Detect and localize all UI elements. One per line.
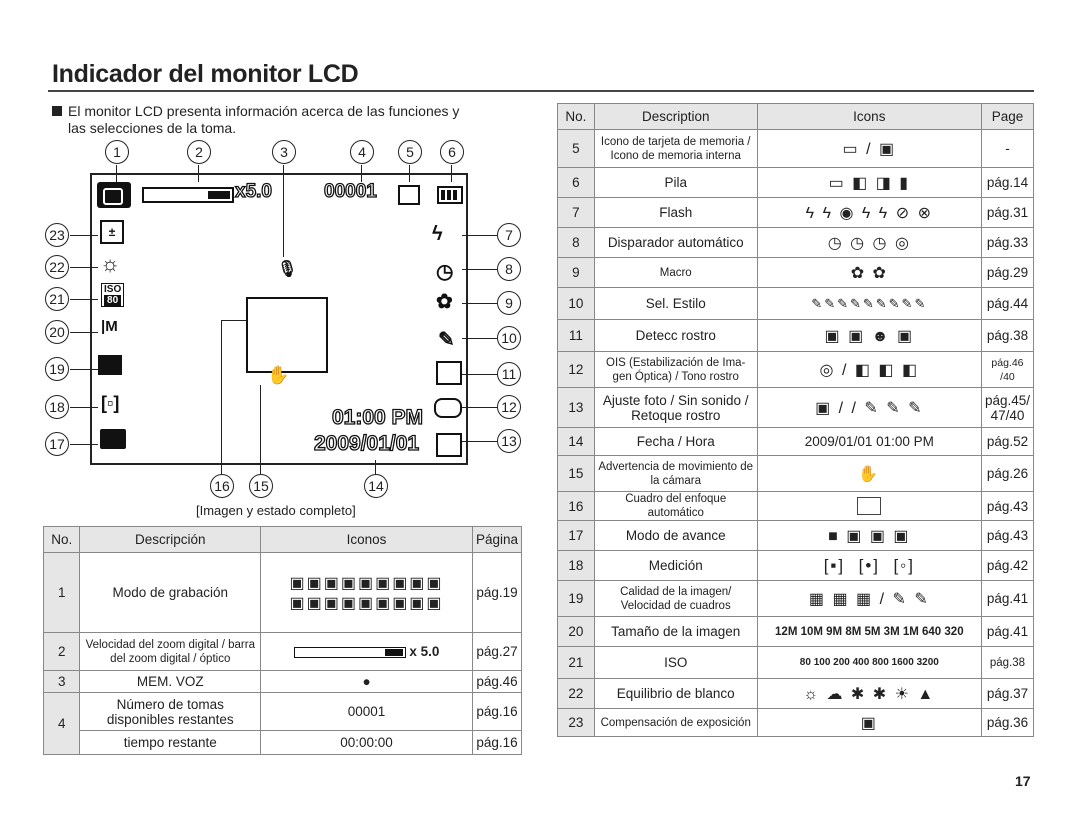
row-page: pág.38 (981, 320, 1033, 352)
row-no: 6 (558, 168, 595, 198)
row-desc: Modo de avance (594, 521, 757, 551)
photo-style-icons: ✎✎✎✎✎✎✎✎✎ (757, 288, 981, 320)
row-desc: Velocidad del zoom digital / barra del zoom digital / óptico (80, 633, 261, 671)
zoom-value: x5.0 (235, 181, 272, 202)
page-number: 17 (1015, 773, 1031, 789)
row-icons: 00001 (261, 693, 473, 731)
col-header-descripcion: Descripción (80, 527, 261, 553)
camera-mode-icon (97, 182, 131, 208)
iso-icons: 80 100 200 400 800 1600 3200 (757, 647, 981, 679)
row-page: pág.41 (981, 617, 1033, 647)
leader-line (462, 269, 497, 270)
bullet-square-icon (52, 106, 62, 116)
row-page: pág.43 (981, 521, 1033, 551)
row-desc: Detecc rostro (594, 320, 757, 352)
leader-line (462, 338, 497, 339)
battery-icons: ▭ ◧ ◨ ▮ (757, 168, 981, 198)
table-row (44, 553, 522, 633)
right-indicator-table (557, 103, 1034, 737)
callout-4: 4 (350, 140, 374, 164)
table-row (44, 671, 522, 693)
page-title: Indicador del monitor LCD (52, 60, 359, 88)
iso-icon (101, 283, 124, 307)
leader-line (70, 369, 98, 370)
table-row (558, 581, 1034, 617)
lcd-screen (90, 173, 468, 465)
flash-icons: ϟ ϟ ◉ ϟ ϟ ⊘ ⊗ (757, 198, 981, 228)
row-desc: Advertencia de movimiento de la cámara (594, 456, 757, 492)
row-desc: Calidad de la imagen/ Velocidad de cuadros (594, 581, 757, 617)
callout-11: 11 (497, 362, 521, 386)
ois-icons: ◎ / ◧ ◧ ◧ (757, 352, 981, 388)
row-page: pág.37 (981, 679, 1033, 709)
row-no: 5 (558, 130, 595, 168)
callout-18: 18 (45, 395, 69, 419)
row-no: 14 (558, 428, 595, 456)
intro-line-1: El monitor LCD presenta información acerca de las funciones y (68, 103, 460, 119)
leader-line (462, 441, 497, 442)
row-icons: 00:00:00 (261, 731, 473, 755)
row-icons-separator: / (866, 140, 873, 158)
row-page: pág.44 (981, 288, 1033, 320)
callout-12: 12 (497, 395, 521, 419)
leader-line (462, 374, 497, 375)
row-no: 21 (558, 647, 595, 679)
callout-21: 21 (45, 287, 69, 311)
row-desc: Sel. Estilo (594, 288, 757, 320)
col-header-no: No. (558, 104, 595, 130)
row-page: pág.16 (472, 693, 521, 731)
leader-line (462, 407, 497, 408)
row-desc: ISO (594, 647, 757, 679)
shots-remaining: 00001 (324, 181, 377, 202)
table-row (558, 709, 1034, 737)
shake-warning-icon: ✋ (757, 456, 981, 492)
diagram-caption: [Imagen y estado completo] (196, 503, 356, 518)
intro-line-2: las selecciones de la toma. (68, 120, 237, 136)
row-no: 15 (558, 456, 595, 492)
row-no: 10 (558, 288, 595, 320)
iso-value: 80 (104, 295, 121, 306)
col-header-iconos: Iconos (261, 527, 473, 553)
row-no: 23 (558, 709, 595, 737)
callout-5: 5 (398, 140, 422, 164)
row-no: 20 (558, 617, 595, 647)
flash-icon: ϟ (432, 223, 443, 245)
row-no: 19 (558, 581, 595, 617)
row-no: 11 (558, 320, 595, 352)
row-page: pág.36 (981, 709, 1033, 737)
row-no: 9 (558, 258, 595, 288)
row-desc: Flash (594, 198, 757, 228)
row-page: pág.42 (981, 551, 1033, 581)
row-page: pág.16 (472, 731, 521, 755)
ois-icon (434, 398, 462, 418)
microphone-icon: 🎙 (277, 261, 298, 278)
photo-style-icon: ✎ (438, 329, 455, 351)
row-no: 2 (44, 633, 80, 671)
callout-16: 16 (210, 474, 234, 498)
image-size-icons: 12M 10M 9M 8M 5M 3M 1M 640 320 (757, 617, 981, 647)
row-desc: tiempo restante (80, 731, 261, 755)
microphone-icon: ● (261, 671, 473, 693)
memory-icon (398, 185, 420, 205)
callout-14: 14 (364, 474, 388, 498)
table-row (558, 168, 1034, 198)
row-page: pág.38 (981, 647, 1033, 679)
callout-8: 8 (497, 257, 521, 281)
drive-mode-icons: ■ ▣ ▣ ▣ (757, 521, 981, 551)
col-header-no: No. (44, 527, 80, 553)
exposure-compensation-icon: ▣ (757, 709, 981, 737)
memory-icons: ▭ / ▣ (757, 130, 981, 168)
row-page: pág.14 (981, 168, 1033, 198)
leader-line (70, 235, 98, 236)
zoom-bar-cell (261, 633, 473, 671)
row-desc: Equilibrio de blanco (594, 679, 757, 709)
table-row (558, 352, 1034, 388)
metering-icons: [▪] [•] [◦] (757, 551, 981, 581)
leader-line (70, 299, 98, 300)
row-page: pág.52 (981, 428, 1033, 456)
row-desc: Compensación de exposición (594, 709, 757, 737)
table-row (558, 288, 1034, 320)
callout-6: 6 (440, 140, 464, 164)
iso-label: ISO (104, 284, 122, 295)
macro-icons: ✿ ✿ (757, 258, 981, 288)
callout-7: 7 (497, 223, 521, 247)
row-no: 13 (558, 388, 595, 428)
row-no: 7 (558, 198, 595, 228)
white-balance-icons: ☼ ☁ ✱ ✱ ☀ ▲ (757, 679, 981, 709)
intro-text (52, 103, 522, 137)
table-row (558, 551, 1034, 581)
col-header-pagina: Página (472, 527, 521, 553)
callout-10: 10 (497, 326, 521, 350)
table-row (558, 130, 1034, 168)
row-page: - (981, 130, 1033, 168)
row-no: 8 (558, 228, 595, 258)
callout-2: 2 (187, 140, 211, 164)
row-no: 12 (558, 352, 595, 388)
row-desc: Ajuste foto / Sin sonido / Retoque rostro (594, 388, 757, 428)
row-desc: Medición (594, 551, 757, 581)
row-page: pág.26 (981, 456, 1033, 492)
photo-adjust-icon (436, 433, 462, 457)
self-timer-icon: ◷ (436, 261, 454, 283)
row-no: 3 (44, 671, 80, 693)
af-frame (246, 297, 328, 373)
callout-17: 17 (45, 432, 69, 456)
exposure-compensation-icon: ± (100, 220, 124, 244)
time-display: 01:00 PM (332, 406, 424, 429)
zoom-bar (142, 187, 234, 203)
table-row (44, 693, 522, 731)
row-page: pág.43 (981, 492, 1033, 521)
callout-9: 9 (497, 291, 521, 315)
row-no: 16 (558, 492, 595, 521)
row-desc: Fecha / Hora (594, 428, 757, 456)
callout-3: 3 (272, 140, 296, 164)
leader-line (70, 407, 98, 408)
row-desc: Modo de grabación (80, 553, 261, 633)
leader-line (462, 235, 497, 236)
row-no: 18 (558, 551, 595, 581)
row-no: 4 (44, 693, 80, 755)
leader-line (70, 444, 98, 445)
image-size-icon: |M (101, 318, 118, 335)
face-detection-icons: ▣ ▣ ☻ ▣ (757, 320, 981, 352)
row-desc: Icono de tarjeta de memoria / Icono de memoria interna (594, 130, 757, 168)
zoom-bar-icon (294, 647, 406, 658)
callout-23: 23 (45, 223, 69, 247)
quality-icon (98, 355, 122, 375)
leader-line (70, 267, 98, 268)
leader-line (462, 303, 497, 304)
left-indicator-table (43, 526, 522, 755)
table-row (558, 492, 1034, 521)
table-row (558, 456, 1034, 492)
leader-line (70, 332, 98, 333)
leader-line (375, 460, 376, 474)
table-row (558, 428, 1034, 456)
zoom-value: x 5.0 (409, 644, 440, 659)
col-header-page: Page (981, 104, 1033, 130)
callout-20: 20 (45, 320, 69, 344)
table-row (44, 731, 522, 755)
callout-15: 15 (249, 474, 273, 498)
row-no: 22 (558, 679, 595, 709)
table-row (558, 388, 1034, 428)
row-page: pág.46 (472, 671, 521, 693)
drive-mode-icon (100, 429, 126, 449)
battery-icon (437, 186, 463, 204)
row-desc: Cuadro del enfoque automático (594, 492, 757, 521)
row-page: pág.45/ 47/40 (981, 388, 1033, 428)
callout-1: 1 (105, 140, 129, 164)
row-desc: Tamaño de la imagen (594, 617, 757, 647)
table-row (558, 647, 1034, 679)
row-page: pág.31 (981, 198, 1033, 228)
self-timer-icons: ◷ ◷ ◷ ◎ (757, 228, 981, 258)
date-display: 2009/01/01 (314, 432, 420, 455)
row-page: pág.27 (472, 633, 521, 671)
row-icons-separator: / (841, 361, 849, 379)
row-no: 1 (44, 553, 80, 633)
row-page: pág.46 /40 (981, 352, 1033, 388)
title-divider (48, 90, 1034, 92)
row-desc: Disparador automático (594, 228, 757, 258)
table-row (558, 320, 1034, 352)
af-frame-icon (757, 492, 981, 521)
callout-19: 19 (45, 357, 69, 381)
row-no: 17 (558, 521, 595, 551)
shake-warning-icon: ✋ (267, 365, 290, 385)
metering-icon: [▫] (101, 393, 120, 413)
row-desc: OIS (Estabilización de Ima- gen Óptica) / Tono rostro (594, 352, 757, 388)
row-desc: Macro (594, 258, 757, 288)
row-desc: Número de tomas disponibles restantes (80, 693, 261, 731)
leader-line (221, 320, 246, 321)
row-page: pág.41 (981, 581, 1033, 617)
table-row (558, 258, 1034, 288)
leader-line (260, 385, 261, 474)
quality-icons: ▦ ▦ ▦ / ✎ ✎ (757, 581, 981, 617)
row-icons-separators: / / (838, 399, 858, 417)
row-page: pág.19 (472, 553, 521, 633)
callout-13: 13 (497, 429, 521, 453)
white-balance-icon: ☼ (100, 251, 121, 276)
face-detection-icon (436, 361, 462, 385)
table-row (558, 198, 1034, 228)
table-row (558, 617, 1034, 647)
row-icons: 2009/01/01 01:00 PM (757, 428, 981, 456)
col-header-description: Description (594, 104, 757, 130)
recording-mode-icons: ▣▣▣▣▣▣▣▣▣ ▣▣▣▣▣▣▣▣▣ (261, 553, 473, 633)
row-desc: MEM. VOZ (80, 671, 261, 693)
table-row (558, 521, 1034, 551)
row-desc: Pila (594, 168, 757, 198)
table-row (558, 228, 1034, 258)
leader-line (221, 320, 222, 474)
row-icons-separator: / (879, 590, 887, 608)
row-page: pág.29 (981, 258, 1033, 288)
row-page: pág.33 (981, 228, 1033, 258)
macro-icon: ✿ (436, 291, 453, 313)
table-row (558, 679, 1034, 709)
callout-22: 22 (45, 255, 69, 279)
photo-adjust-icons: ▣ / / ✎ ✎ ✎ (757, 388, 981, 428)
table-row (44, 633, 522, 671)
col-header-icons: Icons (757, 104, 981, 130)
